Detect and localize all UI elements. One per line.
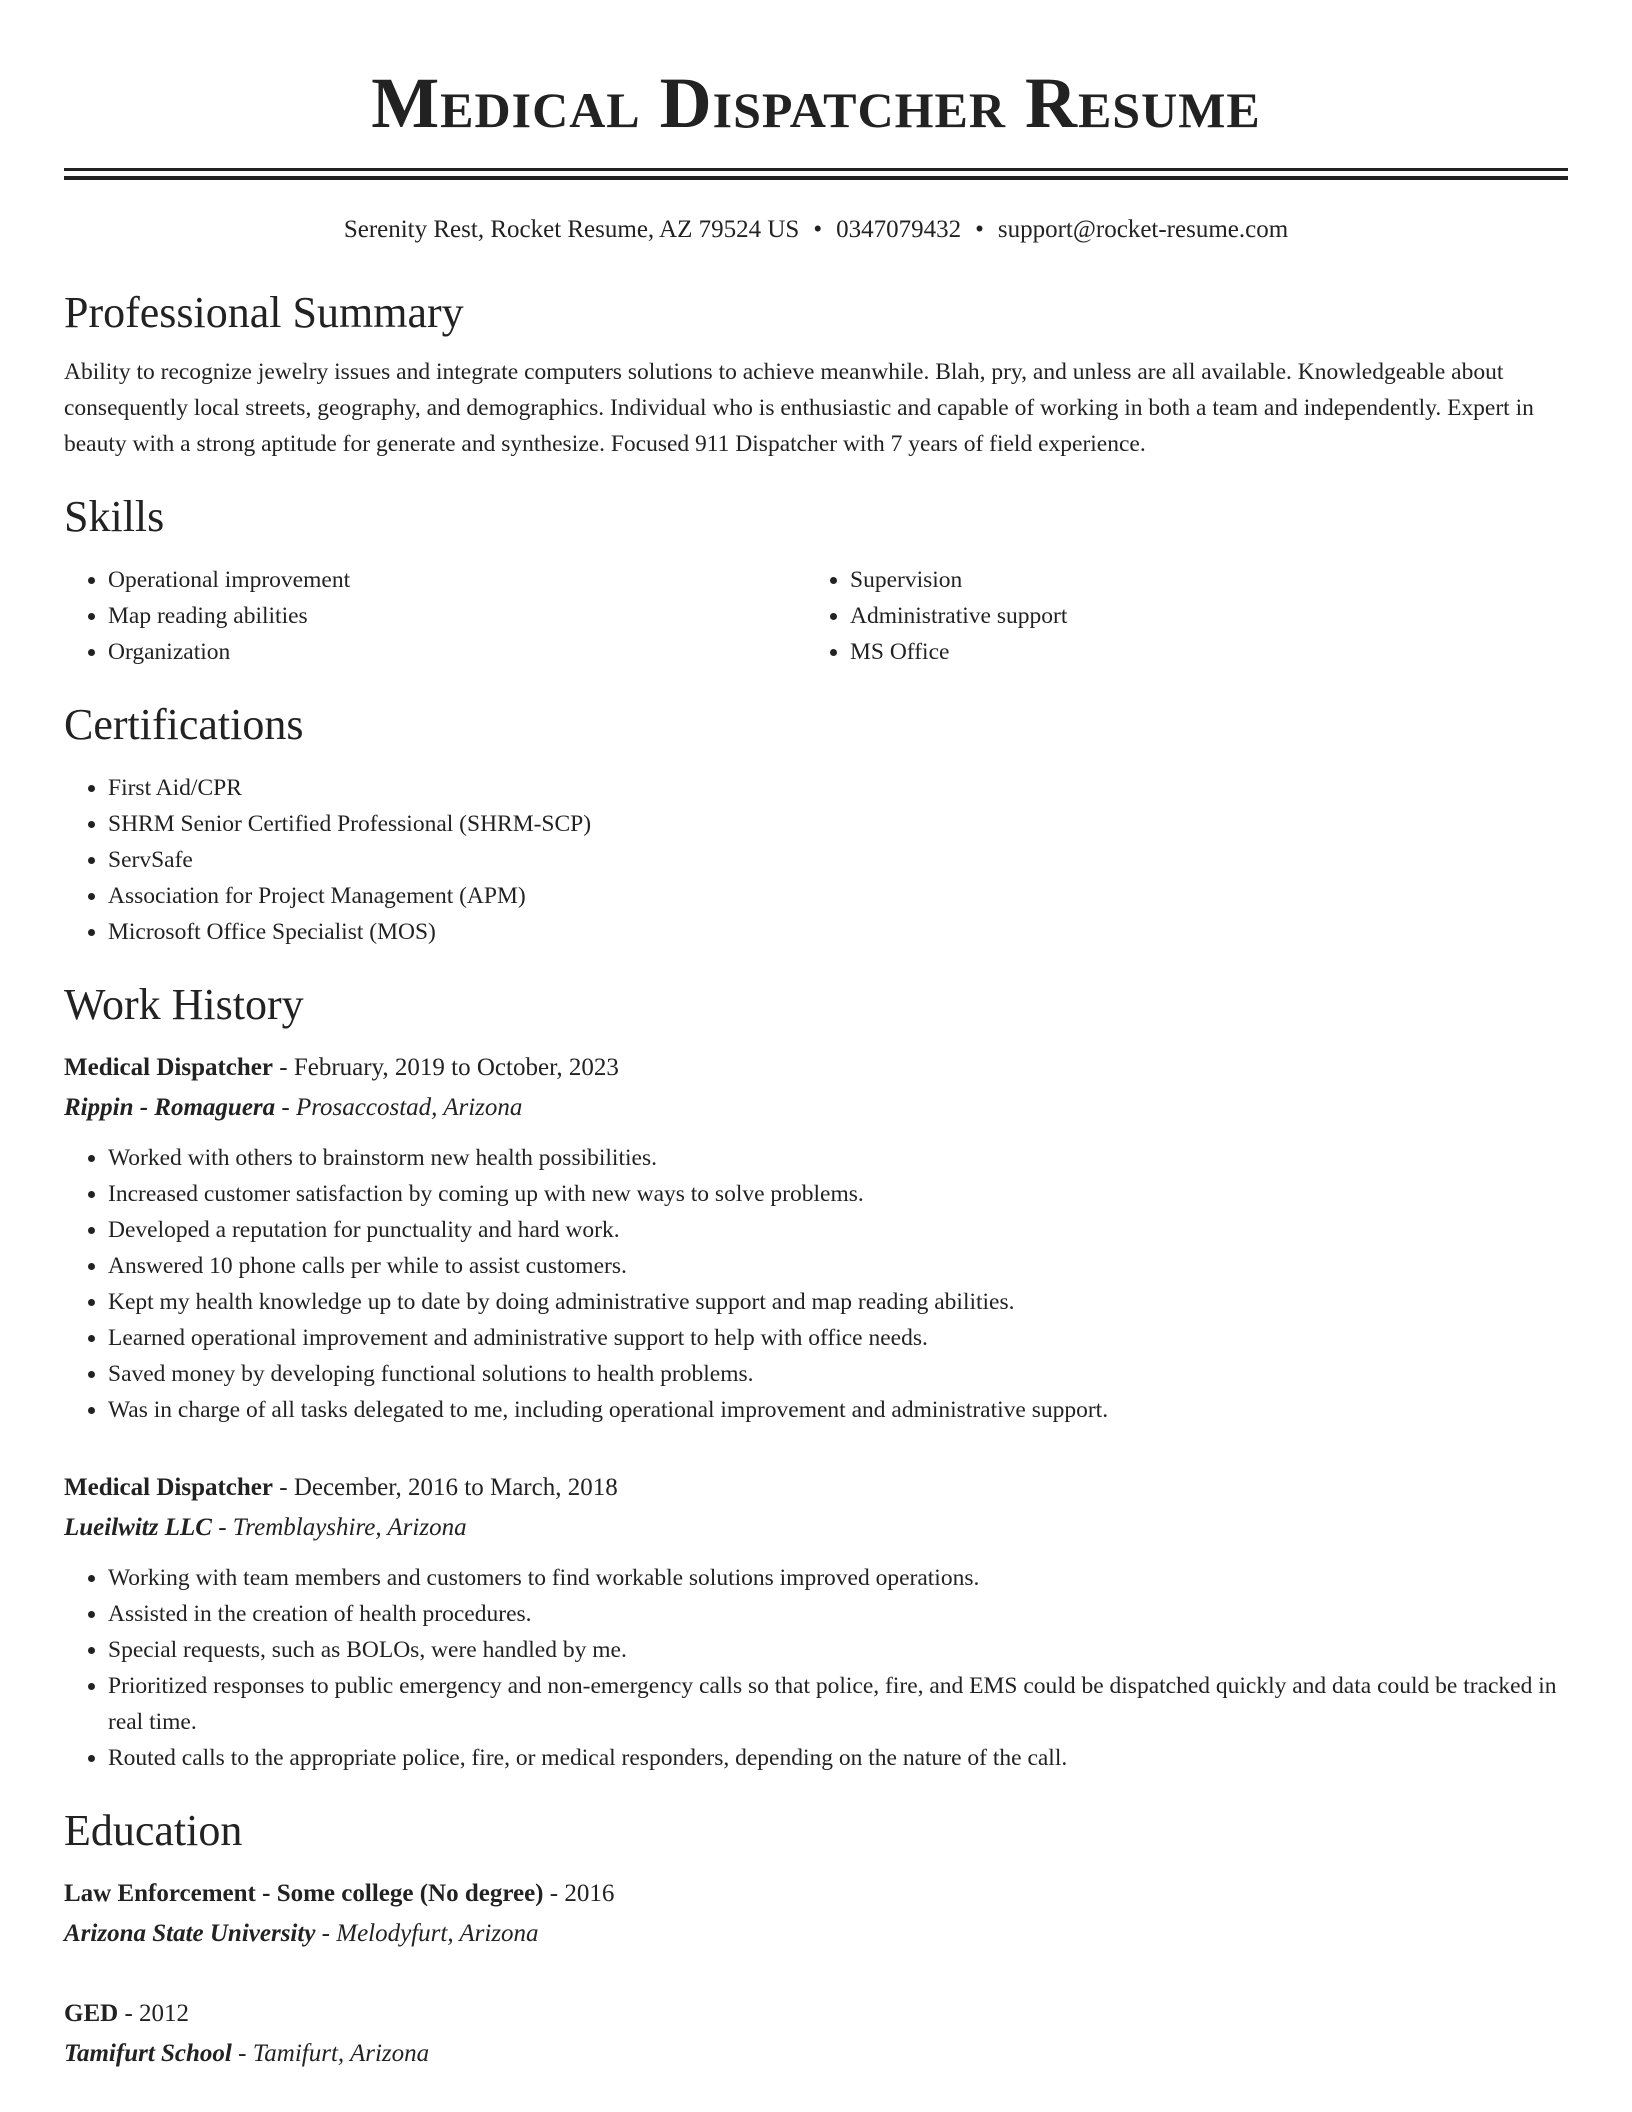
skill-item: • MS Office <box>850 634 1568 670</box>
job-duty: • Developed a reputation for punctuality and hard work. <box>108 1212 1568 1248</box>
education-heading: Education <box>64 1806 243 1855</box>
job-dates: December, 2016 to March, 2018 <box>293 1474 618 1501</box>
skills-column-left <box>64 562 806 670</box>
job-duty: • Routed calls to the appropriate police, fire, or medical responders, depending on the nature of the call. <box>108 1740 1568 1776</box>
certification-item: • Association for Project Management (APM) <box>108 878 1568 914</box>
job-duty: • Special requests, such as BOLOs, were handled by me. <box>108 1632 1568 1668</box>
education-school: Tamifurt School <box>64 2040 232 2067</box>
certification-item: • SHRM Senior Certified Professional (SHRM-SCP) <box>108 806 1568 842</box>
job-location: Prosaccostad, Arizona <box>295 1094 523 1121</box>
certifications-heading: Certifications <box>64 700 304 749</box>
job-entry <box>64 1048 1568 1428</box>
job-duty: • Prioritized responses to public emergency and non-emergency calls so that police, fire, and EMS could be dispatched quickly and data could be tracked in real time. <box>108 1668 1568 1740</box>
education-degree: Law Enforcement - Some college (No degree) <box>64 1880 544 1907</box>
job-company-line: Lueilwitz LLC - Tremblayshire, Arizona <box>64 1514 467 1541</box>
job-duty: • Assisted in the creation of health procedures. <box>108 1596 1568 1632</box>
skill-item: • Operational improvement <box>108 562 806 598</box>
job-duty: • Saved money by developing functional solutions to health problems. <box>108 1356 1568 1392</box>
contact-email: support@rocket-resume.com <box>997 216 1289 243</box>
job-dates: February, 2019 to October, 2023 <box>293 1054 619 1081</box>
education-entry <box>64 1874 1568 1954</box>
job-title: Medical Dispatcher <box>64 1054 273 1081</box>
page-title: Medical Dispatcher Resume <box>371 63 1261 143</box>
contact-separator: • <box>813 216 823 243</box>
job-duty: • Worked with others to brainstorm new health possibilities. <box>108 1140 1568 1176</box>
certifications-list <box>64 770 1568 950</box>
education-entry <box>64 1994 1568 2074</box>
contact-address: Serenity Rest, Rocket Resume, AZ 79524 US <box>343 216 800 243</box>
certification-item: • ServSafe <box>108 842 1568 878</box>
job-duty: • Increased customer satisfaction by coming up with new ways to solve problems. <box>108 1176 1568 1212</box>
job-company: Rippin - Romaguera <box>64 1094 276 1121</box>
job-company: Lueilwitz LLC <box>64 1514 212 1541</box>
skills-column-right <box>806 562 1568 670</box>
title-divider <box>64 168 1568 180</box>
job-duty: • Answered 10 phone calls per while to assist customers. <box>108 1248 1568 1284</box>
job-title: Medical Dispatcher <box>64 1474 273 1501</box>
certification-item: • First Aid/CPR <box>108 770 1568 806</box>
job-duty: • Learned operational improvement and administrative support to help with office needs. <box>108 1320 1568 1356</box>
contact-phone: 0347079432 <box>836 216 962 243</box>
job-duties-list <box>64 1560 1568 1776</box>
job-duties-list <box>64 1140 1568 1428</box>
skill-item: • Administrative support <box>850 598 1568 634</box>
education-year: 2016 <box>564 1880 615 1907</box>
job-location: Tremblayshire, Arizona <box>232 1514 467 1541</box>
education-school-line: Arizona State University - Melodyfurt, Arizona <box>64 1920 539 1947</box>
contact-line <box>64 214 1568 246</box>
job-duty: • Working with team members and customers to find workable solutions improved operations. <box>108 1560 1568 1596</box>
certification-item: • Microsoft Office Specialist (MOS) <box>108 914 1568 950</box>
summary-heading: Professional Summary <box>64 288 464 337</box>
summary-text: Ability to recognize jewelry issues and integrate computers solutions to achieve meanwhile. Blah, pry, and unless are all available. Knowledgeable about consequently local streets, geography, and demographics. Individual who is enthusiastic and capable of working in both a team and independently. Expert in beauty with a strong aptitude for generate and synthesize. Focused 911 Dispatcher with 7 years of field experience. <box>64 359 1534 457</box>
job-title-line: Medical Dispatcher - December, 2016 to March, 2018 <box>64 1474 618 1501</box>
skills-heading: Skills <box>64 492 165 541</box>
job-title-line: Medical Dispatcher - February, 2019 to October, 2023 <box>64 1054 619 1081</box>
skill-item: • Map reading abilities <box>108 598 806 634</box>
education-school-line: Tamifurt School - Tamifurt, Arizona <box>64 2040 430 2067</box>
contact-separator: • <box>975 216 984 243</box>
skill-item: • Organization <box>108 634 806 670</box>
education-degree-line: GED - 2012 <box>64 2000 190 2027</box>
education-location: Melodyfurt, Arizona <box>336 1920 539 1947</box>
job-company-line: Rippin - Romaguera - Prosaccostad, Arizona <box>64 1094 523 1121</box>
education-school: Arizona State University <box>64 1920 316 1947</box>
skill-item: • Supervision <box>850 562 1568 598</box>
job-duty: • Was in charge of all tasks delegated to me, including operational improvement and administrative support. <box>108 1392 1568 1428</box>
education-degree-line: Law Enforcement - Some college (No degree) - 2016 <box>64 1880 615 1907</box>
job-duty: • Kept my health knowledge up to date by doing administrative support and map reading abilities. <box>108 1284 1568 1320</box>
skills-list <box>64 544 1568 670</box>
education-degree: GED <box>64 2000 119 2027</box>
education-location: Tamifurt, Arizona <box>252 2040 430 2067</box>
work-history-heading: Work History <box>64 980 304 1029</box>
job-entry <box>64 1468 1568 1776</box>
education-year: 2012 <box>139 2000 190 2027</box>
